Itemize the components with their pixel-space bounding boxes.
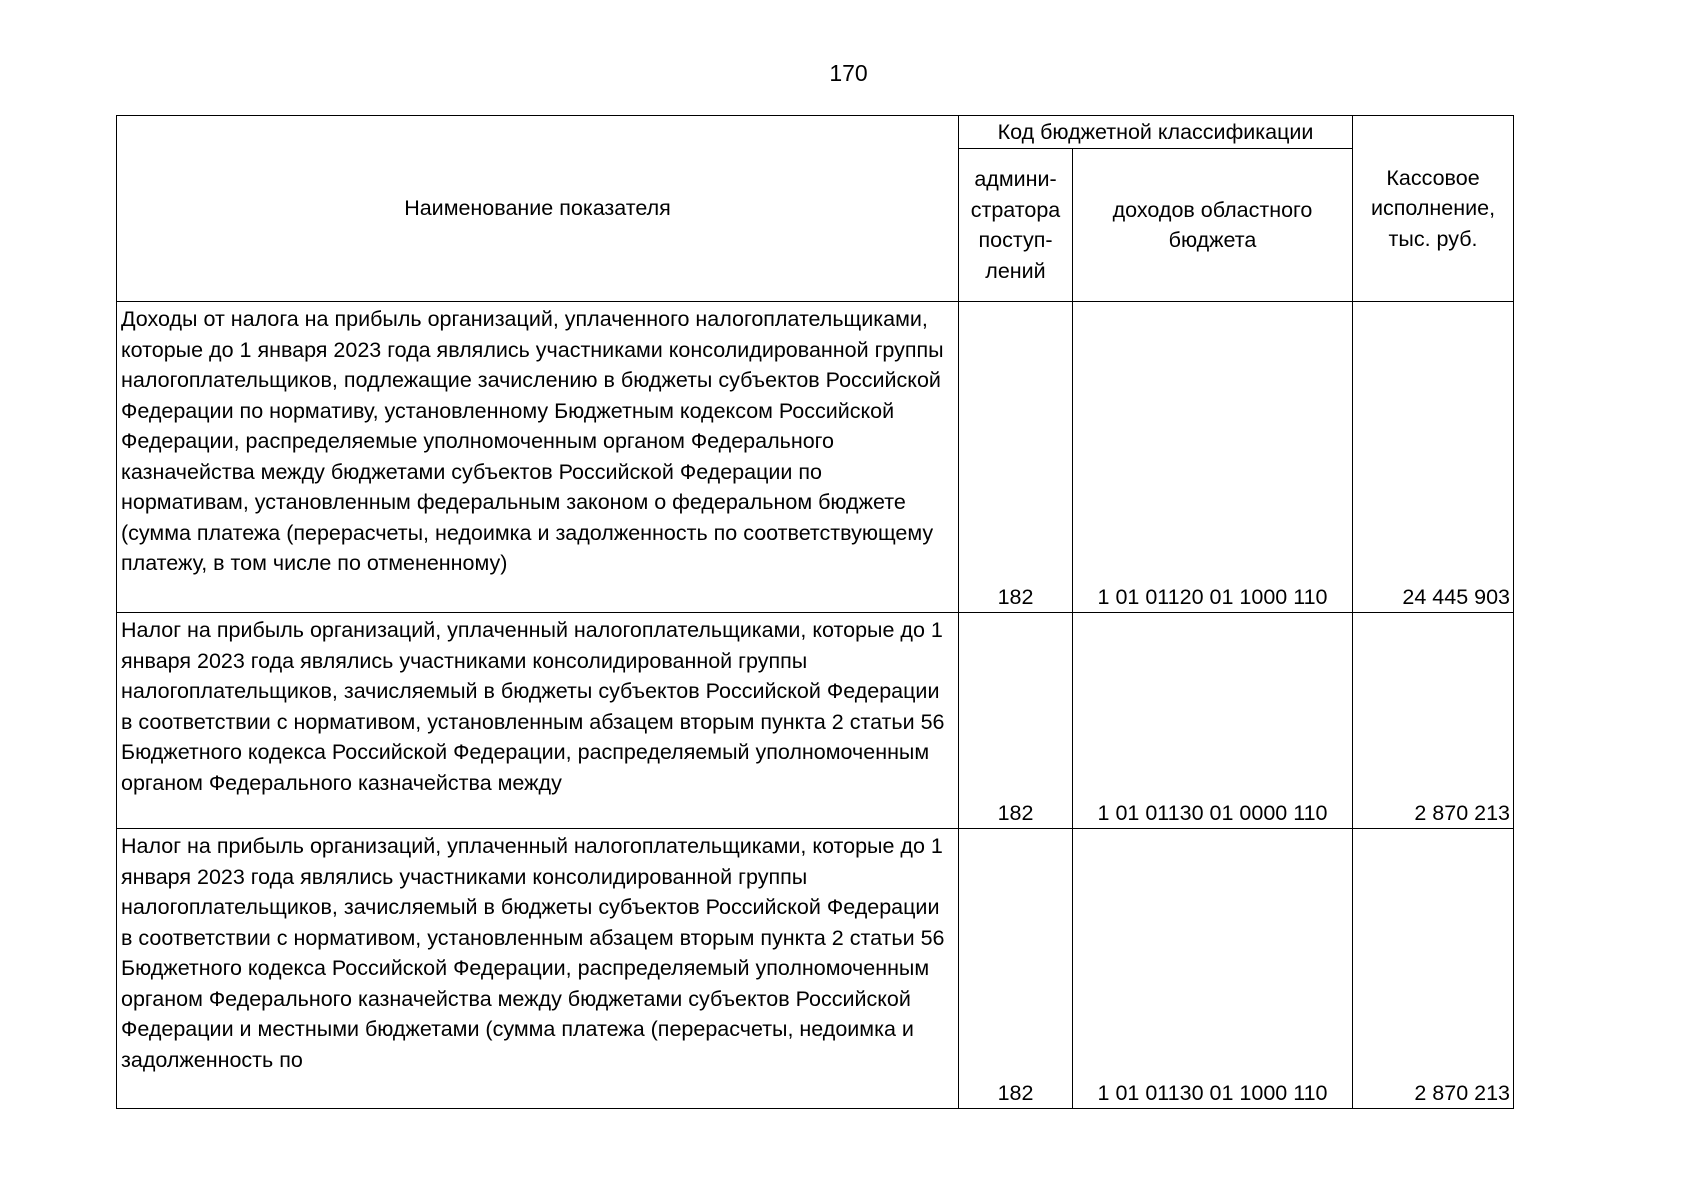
row-name: Доходы от налога на прибыль организаций, уплаченного налогоплательщиками, которые до 1 января 2023 года являлись участниками консолидированной группы налогоплательщиков, подлежащие зачислению в бюджеты субъектов Российской Федерации по нормативу, установленному Бюджетным кодексом Российской Федерации, распределяемые уполномоченным органом Федерального казначейства между бюджетами субъектов Российской Федерации по нормативам, установленным федеральным законом о федеральном бюджете (сумма платежа (перерасчеты, недоимка и задолженность по соответствующему платежу, в том числе по отмененному) <box>117 302 959 613</box>
row-name-cell <box>117 829 959 1109</box>
row-name: Налог на прибыль организаций, уплаченный налогоплательщиками, которые до 1 января 2023 года являлись участниками консолидированной группы налогоплательщиков, зачисляемый в бюджеты субъектов Российской Федерации в соответствии с нормативом, установленным абзацем вторым пункта 2 статьи 56 Бюджетного кодекса Российской Федерации, распределяемый уполномоченным органом Федерального казначейства между бюджетами субъектов Российской Федерации и местными бюджетами (сумма платежа (перерасчеты, недоимка и задолженность по <box>121 834 945 1072</box>
header-name: Наименование показателя <box>117 116 959 302</box>
table-row <box>117 613 1514 829</box>
row-income-code: 1 01 01130 01 1000 110 <box>1073 829 1353 1109</box>
row-admin-code: 182 <box>959 829 1073 1109</box>
table-row <box>117 302 1514 613</box>
row-amount: 2 870 213 <box>1353 613 1514 829</box>
header-code-group: Код бюджетной классификации <box>959 116 1353 149</box>
row-name-cell <box>117 613 959 829</box>
row-amount: 24 445 903 <box>1353 302 1514 613</box>
header-admin: админи-стратора поступ-лений <box>959 149 1073 302</box>
row-name: Налог на прибыль организаций, уплаченный налогоплательщиками, которые до 1 января 2023 года являлись участниками консолидированной группы налогоплательщиков, зачисляемый в бюджеты субъектов Российской Федерации в соответствии с нормативом, установленным абзацем вторым пункта 2 статьи 56 Бюджетного кодекса Российской Федерации, распределяемый уполномоченным органом Федерального казначейства между <box>121 618 945 795</box>
row-amount: 2 870 213 <box>1353 829 1514 1109</box>
header-amount: Кассовое исполнение, тыс. руб. <box>1353 116 1514 302</box>
row-income-code: 1 01 01120 01 1000 110 <box>1073 302 1353 613</box>
header-income: доходов областного бюджета <box>1073 149 1353 302</box>
row-income-code: 1 01 01130 01 0000 110 <box>1073 613 1353 829</box>
row-admin-code: 182 <box>959 613 1073 829</box>
page-number: 170 <box>829 60 868 86</box>
budget-table <box>116 115 1514 1109</box>
row-admin-code: 182 <box>959 302 1073 613</box>
table-row <box>117 829 1514 1109</box>
